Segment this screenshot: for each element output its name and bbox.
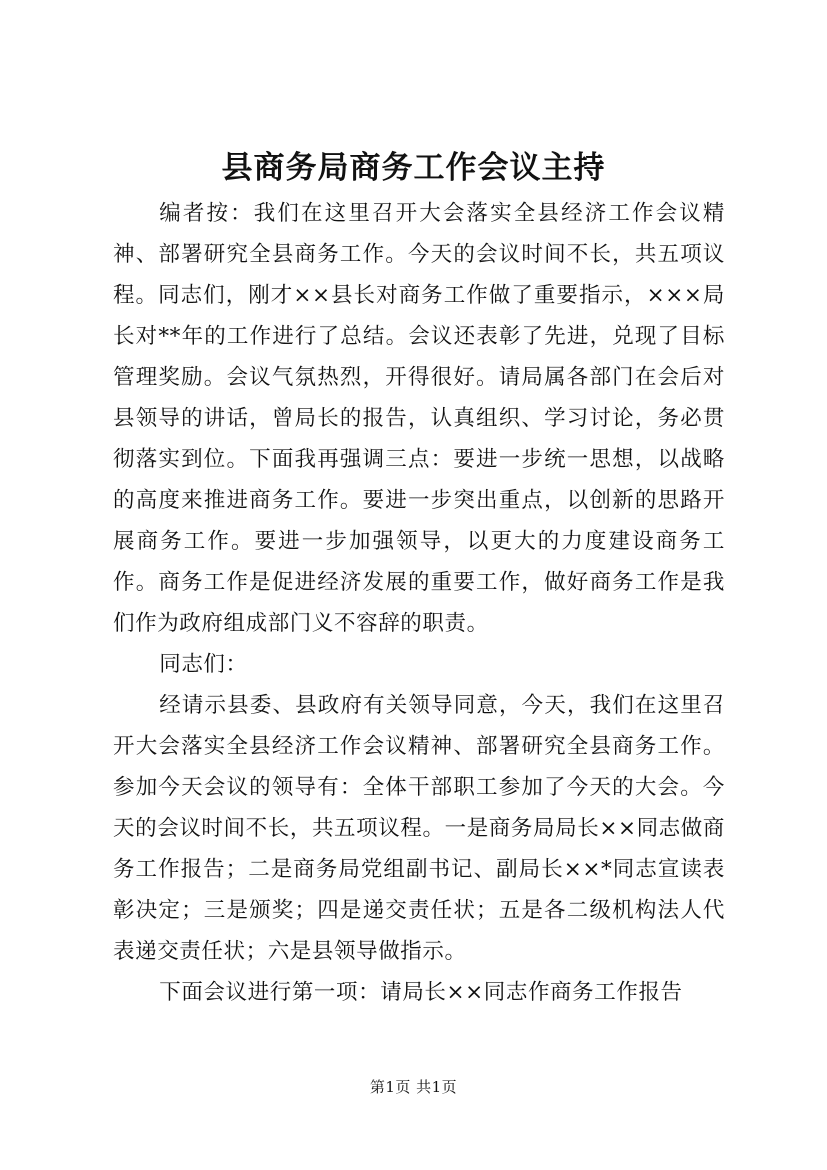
document-body — [113, 193, 725, 1013]
paragraph-first-item: 下面会议进行第一项：请局长××同志作商务工作报告 — [159, 980, 683, 1005]
paragraph-editor-note: 编者按：我们在这里召开大会落实全县经济工作会议精神、部署研究全县商务工作。今天的会议时间不长，共五项议程。同志们，刚才××县长对商务工作做了重要指示，×××局长对**年的工作进行了总结。会议还表彰了先进，兑现了目标管理奖励。会议气氛热烈，开得很好。请局属各部门在会后对县领导的讲话，曾局长的报告，认真组织、学习讨论，务必贯彻落实到位。下面我再强调三点：要进一步统一思想，以战略的高度来推进商务工作。要进一步突出重点，以创新的思路开展商务工作。要进一步加强领导，以更大的力度建设商务工作。商务工作是促进经济发展的重要工作，做好商务工作是我们作为政府组成部门义不容辞的职责。 — [113, 201, 725, 636]
page-number-footer: 第1页 共1页 — [369, 1078, 458, 1096]
paragraph-salutation: 同志们： — [159, 652, 248, 677]
paragraph-meeting-agenda: 经请示县委、县政府有关领导同意，今天，我们在这里召开大会落实全县经济工作会议精神、部署研究全县商务工作。参加今天会议的领导有：全体干部职工参加了今天的大会。今天的会议时间不长，共五项议程。一是商务局局长××同志做商务工作报告；二是商务局党组副书记、副局长××*同志宣读表彰决定；三是颁奖；四是递交责任状；五是各二级机构法人代表递交责任状；六是县领导做指示。 — [113, 693, 725, 964]
document-title: 县商务局商务工作会议主持 — [221, 150, 606, 186]
